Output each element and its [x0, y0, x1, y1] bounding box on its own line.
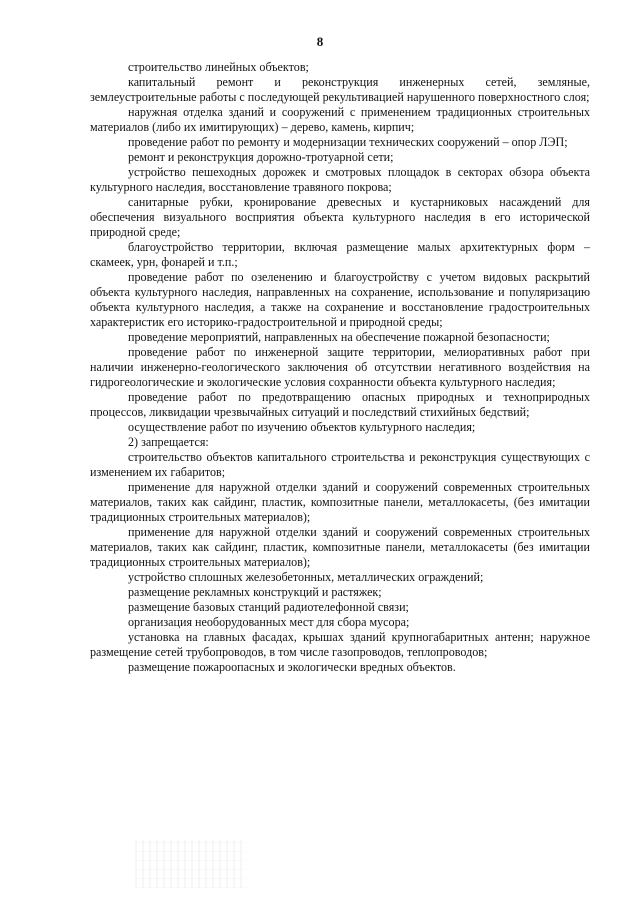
paragraph: благоустройство территории, включая размещение малых архитектурных форм – скамеек, урн, фонарей и т.п.;	[90, 240, 590, 269]
paragraph: проведение работ по предотвращению опасных природных и техноприродных процессов, ликвидации чрезвычайных ситуаций и последствий стихийных бедствий;	[90, 390, 590, 419]
paragraph: устройство пешеходных дорожек и смотровых площадок в секторах обзора объекта культурного наследия, восстановление травяного покрова;	[90, 165, 590, 194]
paragraph: применение для наружной отделки зданий и сооружений современных строительных материалов, таких как сайдинг, пластик, композитные панели, металлокасеты (без имитации традиционных строительных материалов);	[90, 525, 590, 569]
paragraph: применение для наружной отделки зданий и сооружений современных строительных материалов, таких как сайдинг, пластик, композитные панели, металлокасеты, (без имитации традиционных строительных материалов);	[90, 480, 590, 524]
scan-artifact	[135, 840, 245, 888]
paragraph: санитарные рубки, кронирование древесных и кустарниковых насаждений для обеспечения визуального восприятия объекта культурного наследия в его исторической природной среде;	[90, 195, 590, 239]
paragraph: устройство сплошных железобетонных, металлических ограждений;	[128, 570, 484, 584]
paragraph: проведение мероприятий, направленных на обеспечение пожарной безопасности;	[128, 330, 550, 344]
paragraph: строительство линейных объектов;	[128, 60, 309, 74]
paragraph: наружная отделка зданий и сооружений с применением традиционных строительных материалов (либо их имитирующих) – дерево, камень, кирпич;	[90, 105, 590, 134]
paragraph: размещение рекламных конструкций и растяжек;	[128, 585, 382, 599]
paragraph: строительство объектов капитального строительства и реконструкция существующих с изменением их габаритов;	[90, 450, 590, 479]
paragraph: размещение пожароопасных и экологически вредных объектов.	[128, 660, 456, 674]
paragraph: размещение базовых станций радиотелефонной связи;	[128, 600, 409, 614]
page-number: 8	[316, 34, 324, 49]
section-heading: 2) запрещается:	[128, 435, 209, 449]
paragraph: капитальный ремонт и реконструкция инженерных сетей, земляные, землеустроительные работы с последующей рекультивацией нарушенного поверхностного слоя;	[90, 75, 590, 104]
document-body	[90, 60, 590, 675]
paragraph: осуществление работ по изучению объектов культурного наследия;	[128, 420, 476, 434]
paragraph: проведение работ по ремонту и модернизации технических сооружений – опор ЛЭП;	[128, 135, 568, 149]
paragraph: установка на главных фасадах, крышах зданий крупногабаритных антенн; наружное размещение сетей трубопроводов, в том числе газопроводов, теплопроводов;	[90, 630, 590, 659]
paragraph: проведение работ по озеленению и благоустройству с учетом видовых раскрытий объекта культурного наследия, направленных на сохранение, использование и популяризацию объекта культурного наследия, а также на сохранение и восстановление градостроительных характеристик его историко-градостроительной и природной среды;	[90, 270, 590, 329]
paragraph: ремонт и реконструкция дорожно-тротуарной сети;	[128, 150, 394, 164]
paragraph: организация необорудованных мест для сбора мусора;	[128, 615, 410, 629]
paragraph: проведение работ по инженерной защите территории, мелиоративных работ при наличии инженерно-геологического заключения об отсутствии негативного воздействия на гидрогеологические и экологические условия сохранности объекта культурного наследия;	[90, 345, 590, 389]
